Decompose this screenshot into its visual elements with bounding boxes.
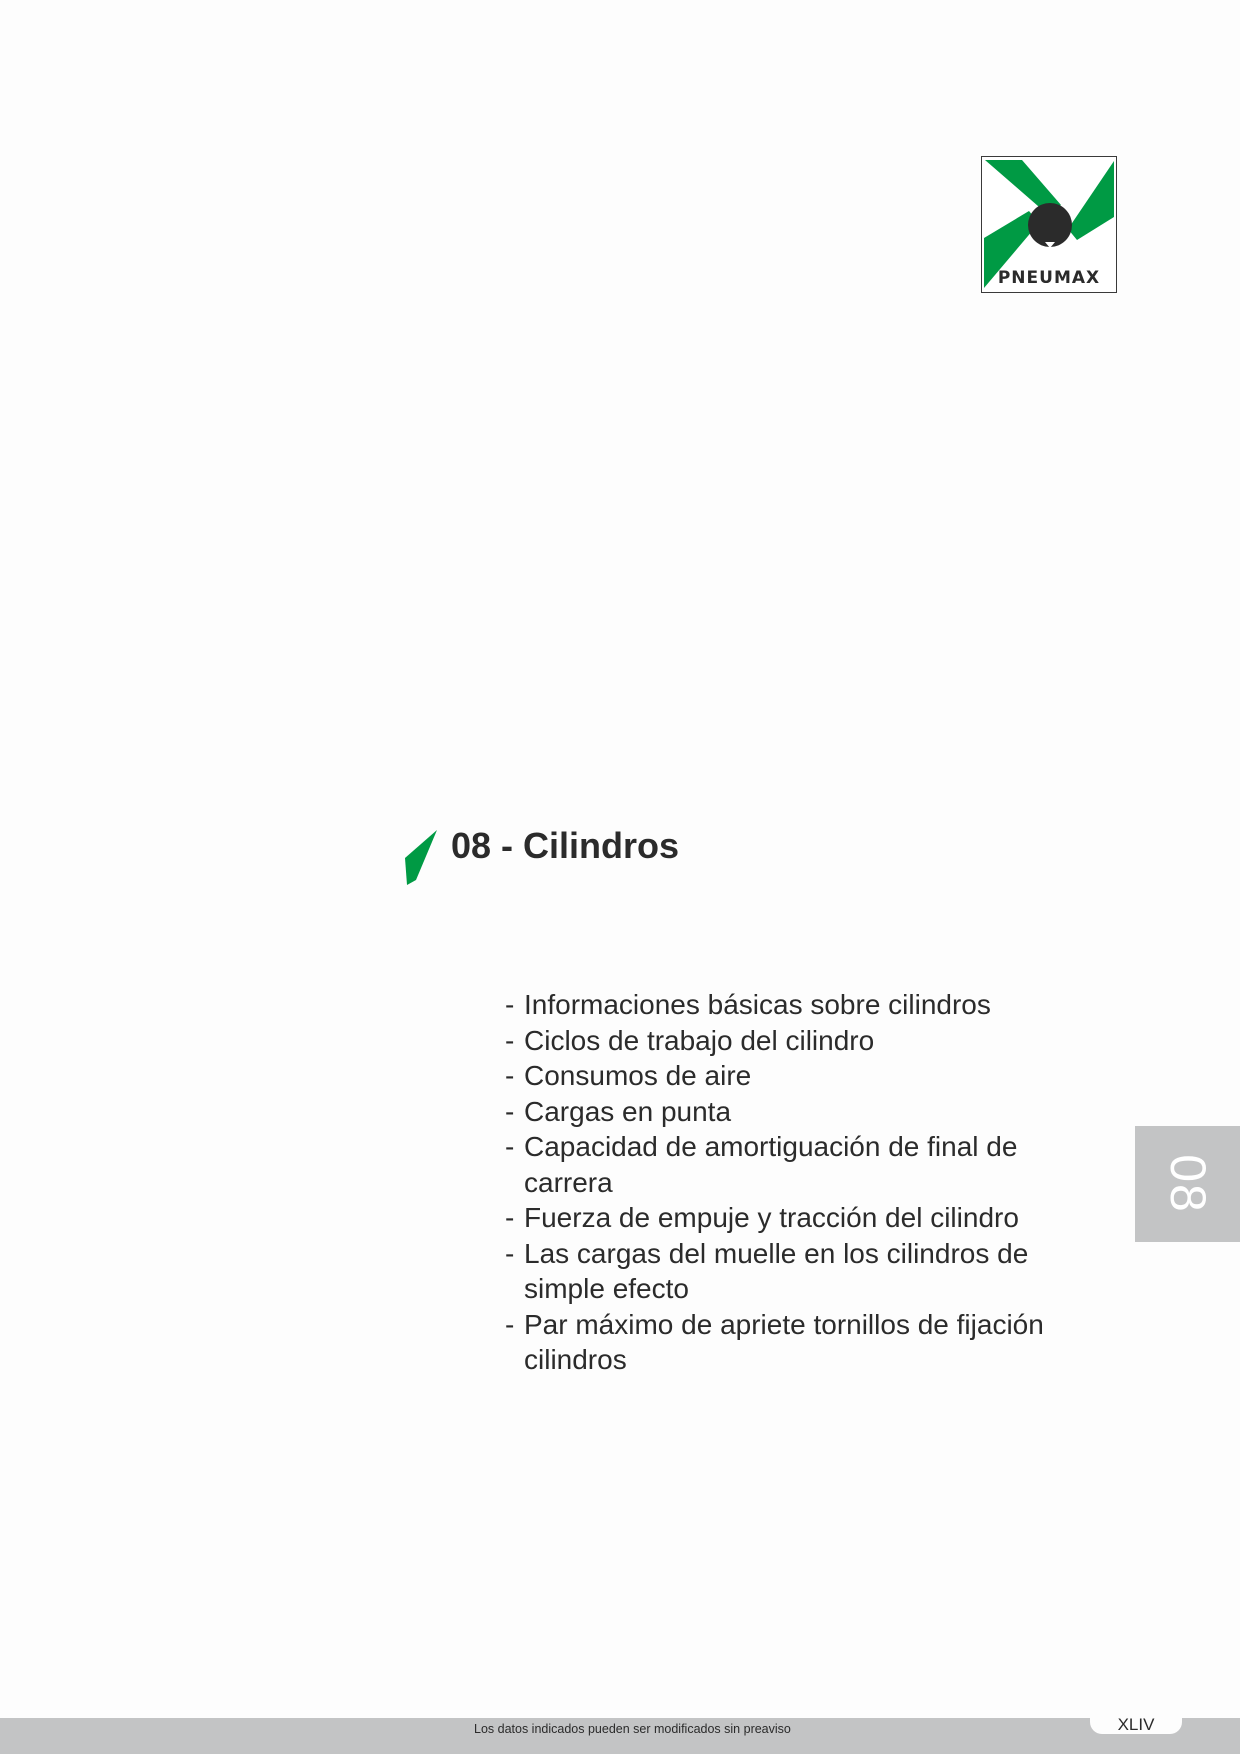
page-number-box bbox=[1090, 1714, 1182, 1734]
topic-text: Capacidad de amortiguación de final de carrera bbox=[524, 1131, 1018, 1198]
page-title: 08 - Cilindros bbox=[451, 825, 680, 866]
list-item: - Par máximo de apriete tornillos de fijación cilindros bbox=[505, 1308, 1044, 1375]
topic-text: Fuerza de empuje y tracción del cilindro bbox=[524, 1202, 1019, 1233]
footer-note: Los datos indicados pueden ser modificados sin preaviso bbox=[474, 1722, 791, 1736]
topic-text: Cargas en punta bbox=[524, 1095, 732, 1127]
topic-text: Informaciones básicas sobre cilindros bbox=[524, 989, 991, 1020]
topic-text: Par máximo de apriete tornillos de fijación cilindros bbox=[524, 1308, 1044, 1375]
pneumax-logo bbox=[981, 156, 1117, 293]
topic-text: Las cargas del muelle en los cilindros de simple efecto bbox=[524, 1237, 1029, 1304]
logo-text: PNEUMAX bbox=[997, 268, 1101, 288]
list-item: - Ciclos de trabajo del cilindro bbox=[505, 1024, 875, 1056]
list-item: - Las cargas del muelle en los cilindros de simple efecto bbox=[505, 1237, 1029, 1304]
list-item: - Cargas en punta bbox=[505, 1095, 732, 1127]
list-item: - Capacidad de amortiguación de final de carrera bbox=[505, 1131, 1018, 1198]
section-tab-label: 08 bbox=[1159, 1154, 1216, 1214]
list-item: - Fuerza de empuje y tracción del cilindro bbox=[505, 1202, 1019, 1233]
list-item: - Consumos de aire bbox=[505, 1060, 752, 1091]
page-number: XLIV bbox=[1117, 1715, 1155, 1734]
topic-text: Consumos de aire bbox=[524, 1060, 752, 1091]
list-item: - Informaciones básicas sobre cilindros bbox=[505, 989, 991, 1020]
topics-list bbox=[505, 987, 1105, 1378]
section-tab bbox=[1135, 1126, 1240, 1242]
topic-text: Ciclos de trabajo del cilindro bbox=[524, 1024, 875, 1056]
green-slash-icon bbox=[405, 830, 439, 885]
